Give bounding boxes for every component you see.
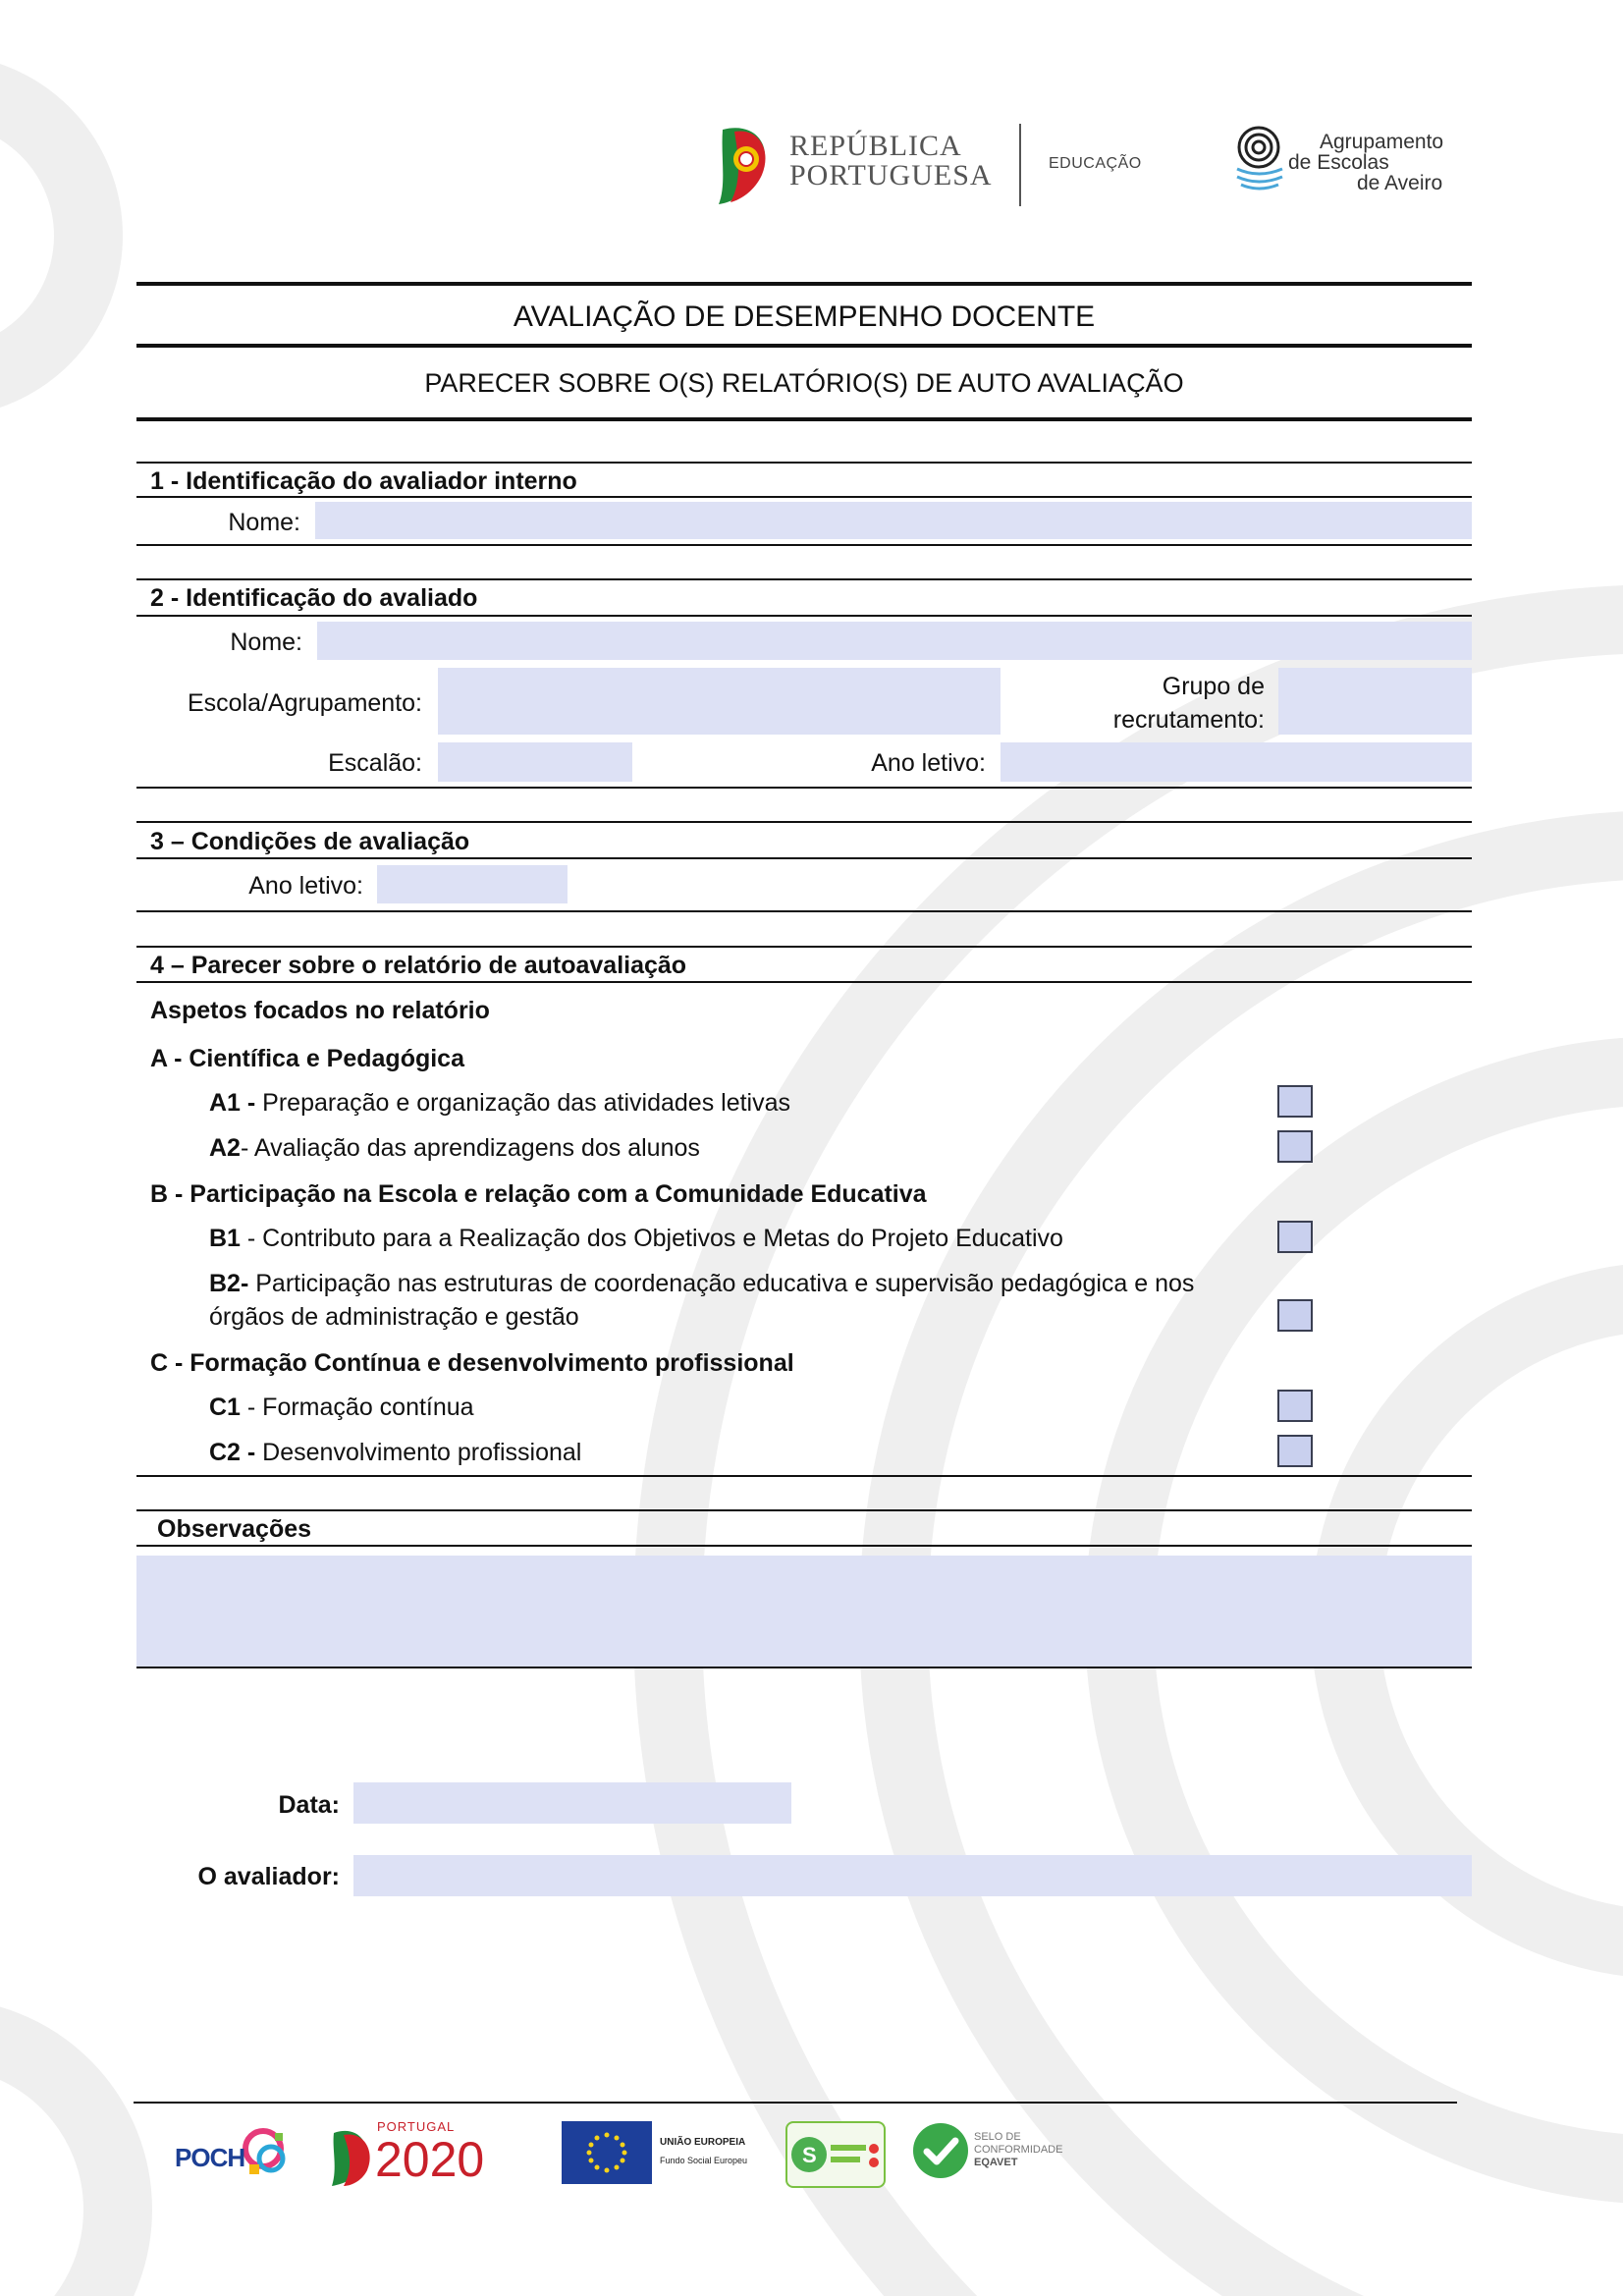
- agrupamento-line3: de Aveiro: [1357, 172, 1443, 194]
- observations-field[interactable]: [136, 1556, 1472, 1667]
- date-label: Data:: [278, 1791, 340, 1819]
- portugal-emblem-icon: [713, 122, 772, 208]
- section1-bottom-rule: [136, 544, 1472, 546]
- checkbox-a2[interactable]: [1277, 1130, 1313, 1163]
- section2-heading-rule: [136, 615, 1472, 617]
- evaluator-name-label: Nome:: [228, 509, 300, 536]
- section3-top-rule: [136, 821, 1472, 823]
- item-b2: [209, 1267, 1194, 1334]
- item-b1-code: B1: [209, 1225, 241, 1252]
- sub-title: PARECER SOBRE O(S) RELATÓRIO(S) DE AUTO AVALIAÇÃO: [424, 368, 1184, 398]
- eqavet-check-icon: [911, 2121, 970, 2180]
- section2-bottom-rule: [136, 787, 1472, 789]
- observations-heading: Observações: [157, 1515, 312, 1543]
- evaluated-name-label: Nome:: [230, 629, 302, 656]
- section4-top-rule: [136, 946, 1472, 948]
- item-b2-line1: [209, 1267, 1194, 1300]
- item-b1: [209, 1222, 1063, 1255]
- eu-flag-logo: [562, 2121, 652, 2184]
- section3-heading: 3 – Condições de avaliação: [150, 828, 470, 855]
- item-c2-code: C2 -: [209, 1439, 256, 1466]
- section2-heading: 2 - Identificação do avaliado: [150, 584, 478, 612]
- eval-year-field[interactable]: [377, 865, 568, 903]
- section4-heading: 4 – Parecer sobre o relatório de autoavaliação: [150, 952, 687, 979]
- school-year-label: Ano letivo:: [871, 749, 986, 777]
- school-label: Escola/Agrupamento:: [187, 689, 422, 717]
- main-title: AVALIAÇÃO DE DESEMPENHO DOCENTE: [513, 301, 1096, 333]
- item-c2: [209, 1436, 581, 1469]
- item-c1-code: C1: [209, 1394, 241, 1421]
- republica-text: [789, 132, 993, 191]
- checkbox-a1[interactable]: [1277, 1085, 1313, 1118]
- selo-escola-saudavel-logo: [785, 2121, 886, 2188]
- checkbox-c2[interactable]: [1277, 1435, 1313, 1467]
- item-b2-line2: órgãos de administração e gestão: [209, 1303, 579, 1331]
- recruitment-group-label-2: recrutamento:: [1112, 706, 1265, 734]
- school-field[interactable]: [438, 668, 1001, 735]
- title-bottom-rule: [136, 417, 1472, 421]
- item-c1: [209, 1391, 474, 1424]
- agrupamento-text: [1288, 132, 1455, 193]
- agrupamento-swirl-icon: [1233, 124, 1288, 194]
- item-a2: [209, 1131, 700, 1165]
- item-a2-text: - Avaliação das aprendizagens dos alunos: [240, 1134, 700, 1162]
- section1-top-rule: [136, 462, 1472, 464]
- escalao-label: Escalão:: [328, 749, 422, 777]
- portugal-2020-logo: [328, 2119, 528, 2190]
- section1-heading-rule: [136, 496, 1472, 498]
- republica-line2: PORTUGUESA: [789, 159, 993, 191]
- school-year-field[interactable]: [1001, 742, 1472, 782]
- item-a1: [209, 1086, 790, 1120]
- item-c1-text: - Formação contínua: [240, 1394, 474, 1421]
- poch-logo: [173, 2119, 295, 2188]
- recruitment-group-field[interactable]: [1278, 668, 1472, 735]
- republica-line1: REPÚBLICA: [789, 130, 962, 162]
- educacao-text: EDUCAÇÃO: [1049, 155, 1142, 172]
- eqavet-line3: EQAVET: [974, 2157, 1018, 2168]
- group-b-heading: B - Participação na Escola e relação com a Comunidade Educativa: [150, 1180, 927, 1208]
- evaluator-name-field[interactable]: [315, 502, 1472, 539]
- agrupamento-line2: de Escolas: [1288, 151, 1389, 174]
- eqavet-text: [974, 2131, 1062, 2169]
- eqavet-logo: [911, 2121, 970, 2180]
- republica-portuguesa-logo: [713, 122, 772, 208]
- evaluator-signature-label: O avaliador:: [197, 1863, 340, 1890]
- section4-heading-rule: [136, 981, 1472, 983]
- item-c2-text: Desenvolvimento profissional: [255, 1439, 582, 1466]
- eqavet-line1: SELO DE: [974, 2131, 1021, 2143]
- eval-year-label: Ano letivo:: [248, 872, 363, 900]
- escalao-field[interactable]: [438, 742, 632, 782]
- section3-bottom-rule: [136, 910, 1472, 912]
- checkbox-b1[interactable]: [1277, 1221, 1313, 1253]
- svg-text:S: S: [802, 2143, 817, 2167]
- agrupamento-line1: Agrupamento: [1320, 131, 1444, 153]
- eu-text: [660, 2137, 747, 2165]
- header-divider: [1019, 124, 1021, 206]
- title-top-rule: [136, 282, 1472, 286]
- observations-top-rule: [136, 1509, 1472, 1511]
- item-a2-code: A2: [209, 1134, 241, 1162]
- observations-bottom-rule: [136, 1667, 1472, 1668]
- evaluated-name-field[interactable]: [317, 622, 1472, 660]
- checkbox-b2[interactable]: [1277, 1299, 1313, 1332]
- footer-rule: [134, 2102, 1457, 2104]
- group-c-heading: C - Formação Contínua e desenvolvimento profissional: [150, 1349, 794, 1377]
- date-field[interactable]: [353, 1782, 791, 1824]
- portugal-text: PORTUGAL: [377, 2119, 456, 2134]
- portugal-2020-emblem-icon: [328, 2123, 375, 2188]
- item-b2-code: B2-: [209, 1270, 249, 1297]
- section3-heading-rule: [136, 857, 1472, 859]
- item-a1-code: A1 -: [209, 1089, 256, 1117]
- aspects-heading: Aspetos focados no relatório: [150, 997, 490, 1024]
- recruitment-group-label-1: Grupo de: [1162, 673, 1265, 700]
- item-b1-text: - Contributo para a Realização dos Objetivos e Metas do Projeto Educativo: [240, 1225, 1063, 1252]
- observations-heading-rule: [136, 1545, 1472, 1547]
- checkbox-c1[interactable]: [1277, 1390, 1313, 1422]
- p2020-text: 2020: [375, 2132, 485, 2187]
- section1-heading: 1 - Identificação do avaliador interno: [150, 467, 577, 495]
- eu-line2: Fundo Social Europeu: [660, 2156, 748, 2165]
- item-a1-text: Preparação e organização das atividades letivas: [255, 1089, 791, 1117]
- section4-bottom-rule: [136, 1475, 1472, 1477]
- group-a-heading: A - Científica e Pedagógica: [150, 1045, 464, 1072]
- eu-stars-icon: [562, 2121, 652, 2184]
- poch-text: POCH: [175, 2143, 245, 2172]
- escola-saudavel-icon: [787, 2123, 884, 2186]
- title-mid-rule: [136, 344, 1472, 348]
- eqavet-line2: CONFORMIDADE: [974, 2144, 1063, 2156]
- section2-top-rule: [136, 578, 1472, 580]
- evaluator-signature-field[interactable]: [353, 1855, 1472, 1896]
- agrupamento-logo: [1233, 124, 1288, 194]
- item-b2-text-1: Participação nas estruturas de coordenação educativa e supervisão pedagógica e nos: [248, 1270, 1195, 1297]
- eu-line1: UNIÃO EUROPEIA: [660, 2137, 746, 2148]
